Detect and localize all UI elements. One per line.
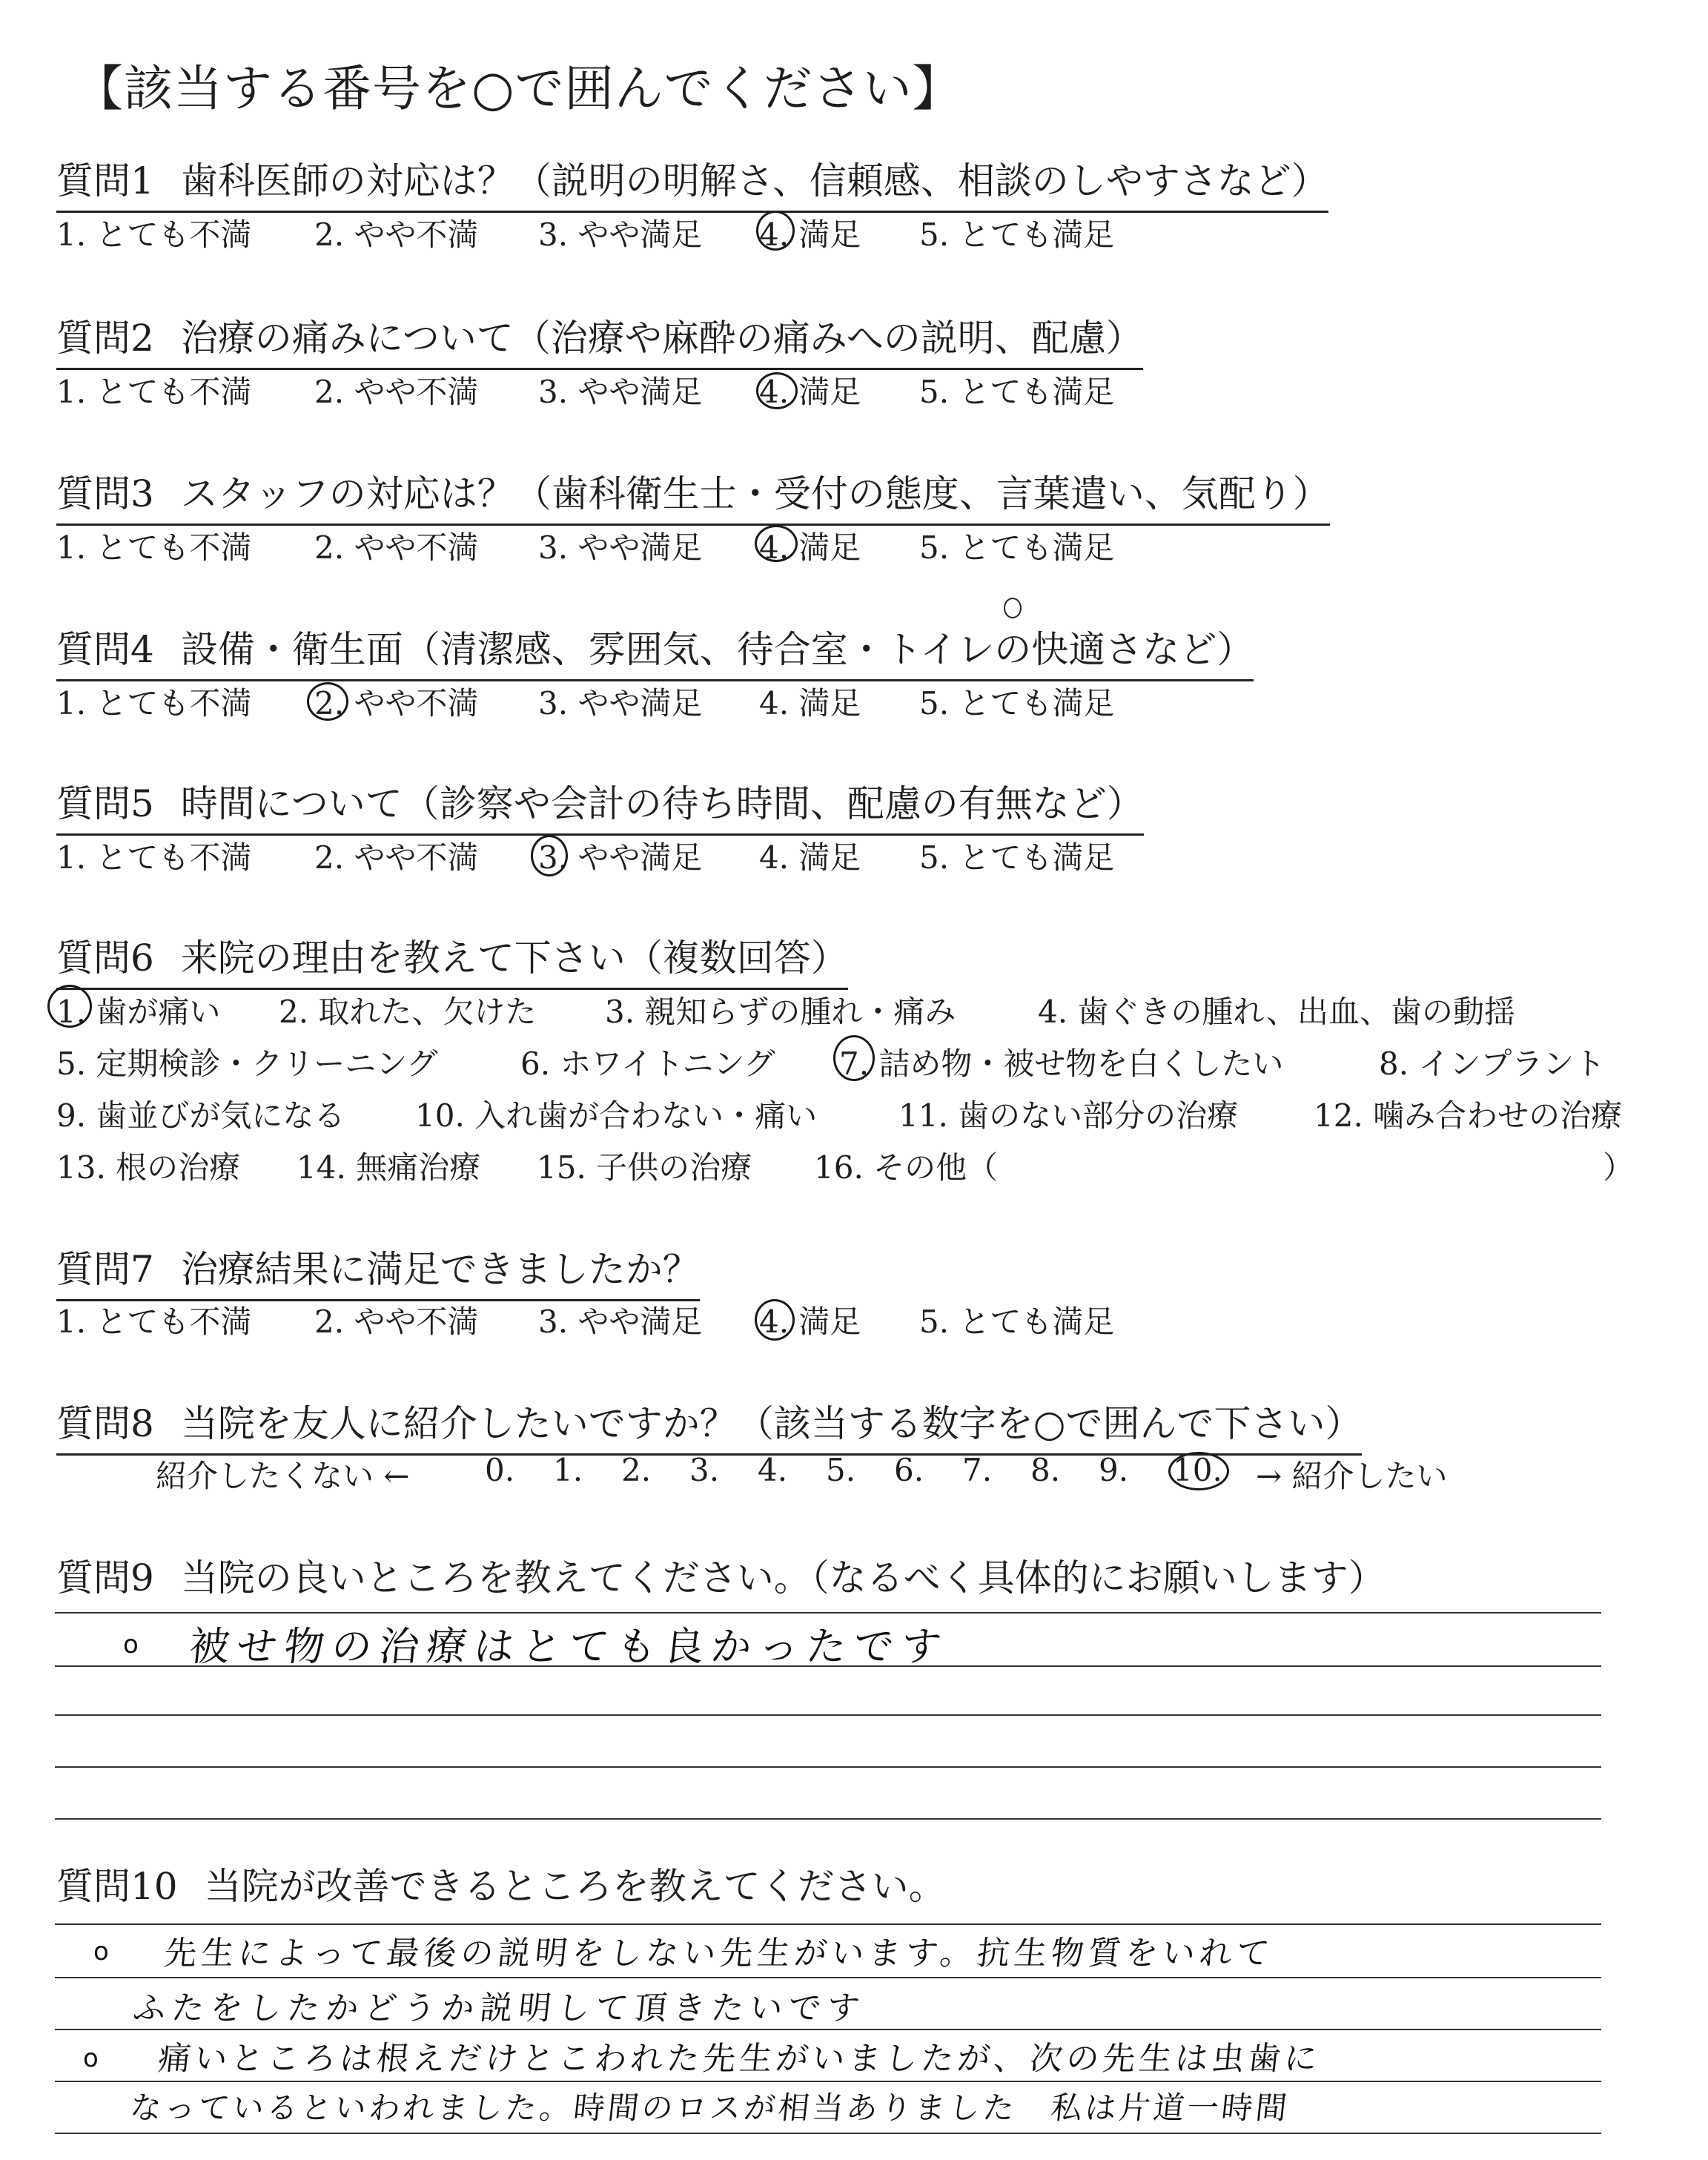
q8-right-label: → 紹介したい <box>1256 1458 1448 1494</box>
q10-answer-line-1 <box>55 1923 1601 1925</box>
q3-text: スタッフの対応は？（歯科衛生士・受付の態度、言葉遣い、気配り） <box>180 472 1330 515</box>
q3-number: 質問3 <box>56 472 154 515</box>
q7-selected-circle <box>755 1299 795 1341</box>
q5-option-5[interactable]: 5. とても満足 <box>919 839 1115 876</box>
q1-option-2[interactable]: 2. やや不満 <box>314 217 479 253</box>
q8-left-label: 紹介したくない ← <box>156 1458 410 1494</box>
q8-scale-8[interactable]: 8. <box>1030 1452 1061 1488</box>
q3-title <box>56 464 1330 526</box>
q8-number: 質問8 <box>56 1402 154 1445</box>
q5-selected-circle <box>531 835 568 876</box>
q6-title <box>56 928 848 990</box>
q6-number: 質問6 <box>56 937 154 980</box>
q4-option-4[interactable]: 4. 満足 <box>759 685 861 721</box>
form-instruction: 【該当する番号を○で囲んでください】 <box>74 60 962 117</box>
q7-text: 治療結果に満足できましたか？ <box>180 1248 700 1291</box>
q8-scale-9[interactable]: 9. <box>1099 1452 1129 1488</box>
q6-option-12[interactable]: 12. 噛み合わせの治療 <box>1314 1097 1623 1134</box>
q10-answer-line-3 <box>55 2029 1601 2030</box>
q5-title <box>56 774 1144 836</box>
q5-number: 質問5 <box>56 782 154 825</box>
q8-scale-0[interactable]: 0. <box>485 1452 515 1488</box>
q3-option-4[interactable]: 4. 満足 <box>759 529 861 566</box>
q10-text: 当院が改善できるところを教えてください。 <box>204 1865 946 1908</box>
q8-selected-circle <box>1168 1452 1229 1490</box>
q4-option-2[interactable]: 2. やや不満 <box>314 685 479 721</box>
q3-option-1[interactable]: 1. とても不満 <box>56 529 252 566</box>
q6-option-2[interactable]: 2. 取れた、欠けた <box>279 994 537 1030</box>
q7-option-3[interactable]: 3. やや満足 <box>538 1304 703 1340</box>
q8-scale-7[interactable]: 7. <box>962 1452 993 1488</box>
q6-option-13[interactable]: 13. 根の治療 <box>56 1149 241 1186</box>
q4-selected-circle <box>307 682 348 721</box>
q4-option-1[interactable]: 1. とても不満 <box>56 685 252 721</box>
q8-scale-6[interactable]: 6. <box>894 1452 924 1488</box>
q1-selected-circle <box>756 211 795 251</box>
q6-option-11[interactable]: 11. 歯のない部分の治療 <box>898 1097 1239 1134</box>
q4-number: 質問4 <box>56 628 154 671</box>
q5-option-3[interactable]: 3. やや満足 <box>538 839 703 876</box>
handwritten-mark <box>1004 598 1022 618</box>
q6-option-8[interactable]: 8. インプラント <box>1379 1046 1606 1082</box>
q7-option-5[interactable]: 5. とても満足 <box>919 1304 1115 1340</box>
q3-option-2[interactable]: 2. やや不満 <box>314 529 479 566</box>
q1-option-3[interactable]: 3. やや満足 <box>538 217 703 253</box>
q6-option-3[interactable]: 3. 親知らずの腫れ・痛み <box>605 994 956 1030</box>
q6-selected-circle-1 <box>47 985 92 1028</box>
q8-text: 当院を友人に紹介したいですか？（該当する数字を○で囲んで下さい） <box>180 1402 1363 1445</box>
q7-number: 質問7 <box>56 1248 154 1291</box>
q6-option-5[interactable]: 5. 定期検診・クリーニング <box>56 1046 438 1082</box>
q8-scale-1[interactable]: 1. <box>553 1452 583 1488</box>
q8-title <box>56 1394 1362 1456</box>
q1-option-1[interactable]: 1. とても不満 <box>56 217 252 253</box>
q10-answer-line-3-text[interactable]: 痛いところは根えだけとこわれた先生がいましたが、次の先生は虫歯に <box>156 2040 1323 2078</box>
q9-number: 質問9 <box>56 1556 154 1599</box>
q10-bullet-2: o <box>83 2044 99 2073</box>
q5-option-1[interactable]: 1. とても不満 <box>56 839 252 876</box>
q1-option-5[interactable]: 5. とても満足 <box>919 217 1115 253</box>
q1-title <box>56 151 1328 213</box>
q3-option-3[interactable]: 3. やや満足 <box>538 529 703 566</box>
q4-option-3[interactable]: 3. やや満足 <box>538 685 703 721</box>
q10-answer-line-4-text[interactable]: なっているといわれました。時間のロスが相当ありました 私は片道一時間 <box>128 2090 1292 2126</box>
q2-option-5[interactable]: 5. とても満足 <box>919 374 1115 410</box>
q10-answer-line-1-text[interactable]: 先生によって最後の説明をしない先生がいます。抗生物質をいれて <box>162 1935 1276 1972</box>
q4-text: 設備・衛生面（清潔感、雰囲気、待合室・トイレの快適さなど） <box>180 628 1254 671</box>
q8-scale-4[interactable]: 4. <box>758 1452 788 1488</box>
q8-scale-10[interactable]: 10. <box>1173 1452 1222 1488</box>
q1-text: 歯科医師の対応は？（説明の明解さ、信頼感、相談のしやすさなど） <box>180 159 1328 202</box>
q8-scale-2[interactable]: 2. <box>621 1452 652 1488</box>
q6-option-4[interactable]: 4. 歯ぐきの腫れ、出血、歯の動揺 <box>1038 994 1515 1030</box>
q4-option-5[interactable]: 5. とても満足 <box>919 685 1115 721</box>
q4-title <box>56 620 1254 681</box>
q10-title <box>56 1857 946 1916</box>
q9-answer-line-4 <box>55 1766 1601 1768</box>
q9-title <box>56 1548 1386 1608</box>
q6-other-close-paren: ） <box>1603 1149 1635 1186</box>
q9-bullet: o <box>123 1630 139 1659</box>
q6-option-9[interactable]: 9. 歯並びが気になる <box>56 1097 345 1134</box>
q2-number: 質問2 <box>56 317 154 360</box>
q3-selected-circle <box>755 525 798 562</box>
q5-option-2[interactable]: 2. やや不満 <box>314 839 479 876</box>
q10-answer-line-2 <box>55 1977 1601 1978</box>
q6-option-10[interactable]: 10. 入れ歯が合わない・痛い <box>415 1097 818 1134</box>
q7-option-1[interactable]: 1. とても不満 <box>56 1304 252 1340</box>
q2-title <box>56 308 1143 370</box>
q10-answer-line-4 <box>55 2081 1601 2082</box>
q6-option-16[interactable]: 16. その他（ <box>814 1149 999 1186</box>
q9-text: 当院の良いところを教えてください。（なるべく具体的にお願いします） <box>180 1556 1386 1599</box>
q10-answer-line-5 <box>55 2133 1601 2134</box>
q2-selected-circle <box>756 372 798 409</box>
q10-bullet-1: o <box>93 1937 109 1966</box>
q6-text: 来院の理由を教えて下さい（複数回答） <box>180 937 848 980</box>
q2-option-2[interactable]: 2. やや不満 <box>314 374 479 410</box>
q8-scale-3[interactable]: 3. <box>689 1452 720 1488</box>
q6-option-14[interactable]: 14. 無痛治療 <box>297 1149 481 1186</box>
q2-option-3[interactable]: 3. やや満足 <box>538 374 703 410</box>
q7-option-4[interactable]: 4. 満足 <box>759 1304 861 1340</box>
q6-option-1[interactable]: 1. 歯が痛い <box>56 994 221 1030</box>
q8-scale-5[interactable]: 5. <box>826 1452 856 1488</box>
q6-option-6[interactable]: 6. ホワイトニング <box>520 1046 775 1082</box>
q6-option-15[interactable]: 15. 子供の治療 <box>537 1149 752 1186</box>
q3-option-5[interactable]: 5. とても満足 <box>919 529 1115 566</box>
q5-option-4[interactable]: 4. 満足 <box>759 839 861 876</box>
q5-text: 時間について（診察や会計の待ち時間、配慮の有無など） <box>180 782 1144 825</box>
q9-answer-text[interactable]: 被せ物の治療はとても良かったです <box>187 1623 951 1670</box>
q6-selected-circle-7 <box>833 1035 875 1081</box>
q9-answer-line-5 <box>55 1818 1601 1820</box>
q1-number: 質問1 <box>56 159 154 202</box>
q2-text: 治療の痛みについて（治療や麻酔の痛みへの説明、配慮） <box>180 317 1143 360</box>
q2-option-1[interactable]: 1. とても不満 <box>56 374 252 410</box>
q7-option-2[interactable]: 2. やや不満 <box>314 1304 479 1340</box>
q7-title <box>56 1240 700 1301</box>
q6-option-7[interactable]: 7. 詰め物・被せ物を白くしたい <box>839 1046 1284 1082</box>
q1-option-4[interactable]: 4. 満足 <box>759 217 861 253</box>
q10-answer-line-2-text[interactable]: ふたをしたかどうか説明して頂きたいです <box>130 1989 868 2027</box>
q10-number: 質問10 <box>56 1865 178 1908</box>
q2-option-4[interactable]: 4. 満足 <box>759 374 861 410</box>
q9-answer-line-1 <box>55 1612 1601 1614</box>
q9-answer-line-3 <box>55 1714 1601 1716</box>
